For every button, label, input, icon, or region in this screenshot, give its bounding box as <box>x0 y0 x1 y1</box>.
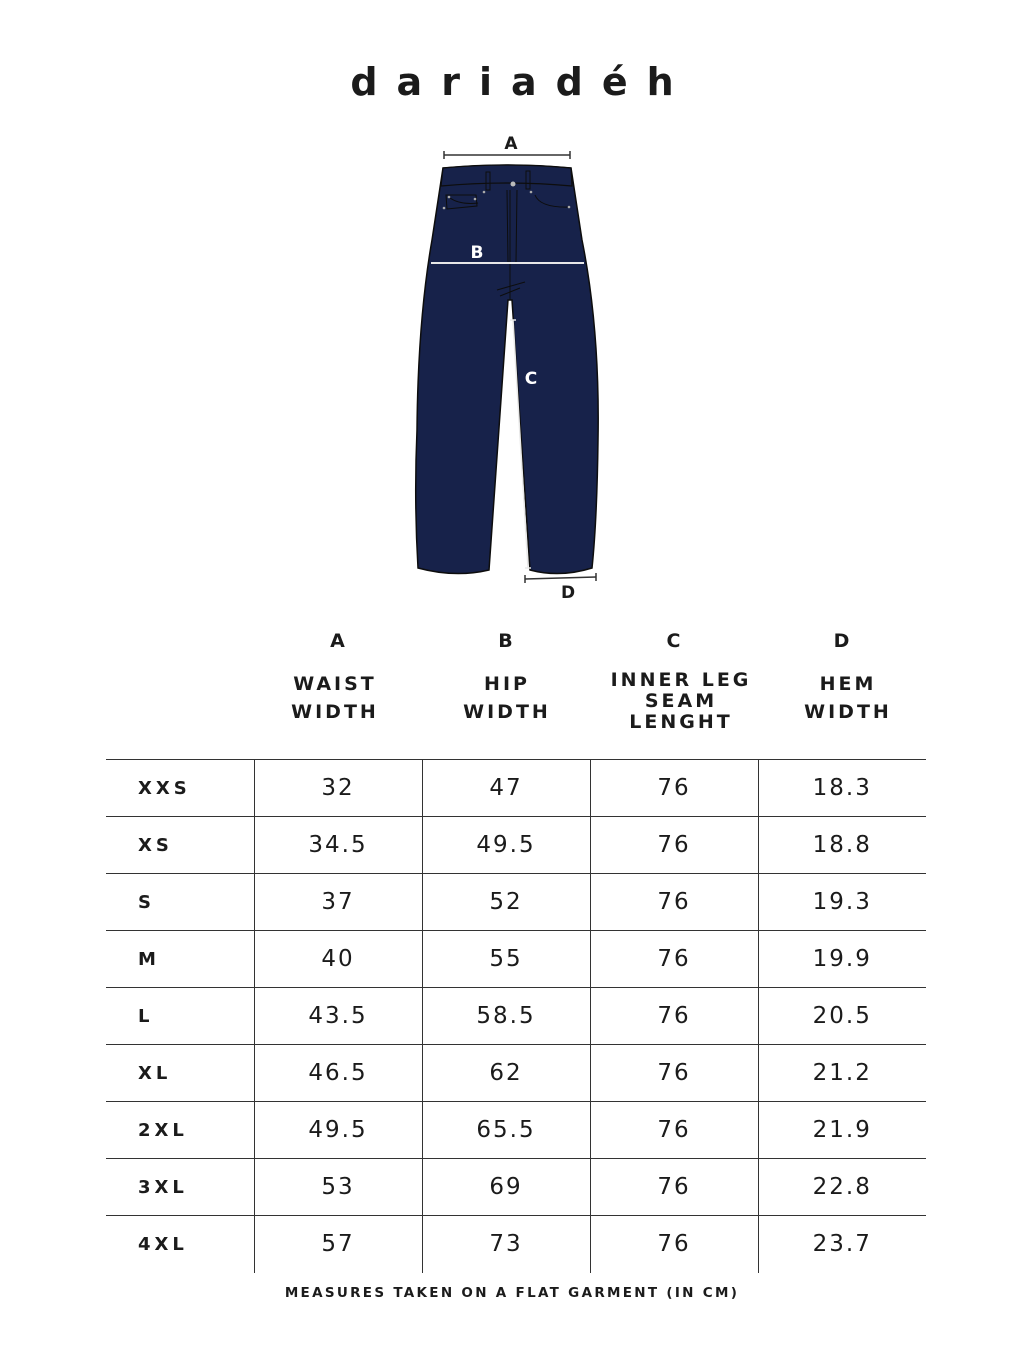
measurement-footnote: MEASURES TAKEN ON A FLAT GARMENT (IN CM) <box>284 1285 740 1301</box>
table-row <box>106 874 926 931</box>
size-label: 3XL <box>106 1159 254 1216</box>
inner-leg-value: 76 <box>590 1102 758 1159</box>
hem-value: 19.9 <box>758 931 926 988</box>
size-label: 4XL <box>138 1233 188 1255</box>
label-d: D <box>560 583 576 603</box>
inner-leg-value: 76 <box>590 760 758 817</box>
size-label: 2XL <box>106 1102 254 1159</box>
size-label: XL <box>106 1045 254 1102</box>
inner-leg-value: 76 <box>590 988 758 1045</box>
hip-value: 55 <box>422 931 590 988</box>
hip-value: 73 <box>422 1216 590 1273</box>
table-row <box>106 1159 926 1216</box>
hem-value: 21.9 <box>758 1102 926 1159</box>
waist-value: 53 <box>254 1159 422 1216</box>
column-header-hip-width: HIP WIDTH <box>463 673 551 723</box>
measure-d-line <box>525 573 596 583</box>
waist-value: 32 <box>254 760 422 817</box>
hip-value: 49.5 <box>422 817 590 874</box>
label-b: B <box>470 243 484 263</box>
hem-value: 23.7 <box>758 1216 926 1273</box>
column-header-waist-width: WAIST WIDTH <box>291 673 379 723</box>
waistband <box>441 165 572 186</box>
size-label: XXS <box>106 760 254 817</box>
size-label: XS <box>106 817 254 874</box>
column-header-inner-leg-seam-length: INNER LEG SEAM LENGHT <box>610 669 752 733</box>
column-letter-c: C <box>666 630 684 652</box>
waist-value: 34.5 <box>254 817 422 874</box>
inner-leg-value: 76 <box>590 1045 758 1102</box>
hem-value: 18.8 <box>758 817 926 874</box>
hip-value: 52 <box>422 874 590 931</box>
table-row <box>106 931 926 988</box>
size-chart-table <box>106 759 926 1273</box>
button-icon <box>511 182 516 187</box>
hem-value: 18.3 <box>758 760 926 817</box>
label-c: C <box>524 369 538 389</box>
waist-value: 37 <box>254 874 422 931</box>
table-row <box>106 1045 926 1102</box>
table-row <box>106 817 926 874</box>
hem-value: 19.3 <box>758 874 926 931</box>
column-header-hem-width: HEM WIDTH <box>804 673 892 723</box>
column-letter-b: B <box>498 630 516 652</box>
size-label: S <box>106 874 254 931</box>
table-row <box>106 760 926 817</box>
size-label: M <box>106 931 254 988</box>
waist-value: 57 <box>254 1216 422 1273</box>
inner-leg-value: 76 <box>590 1159 758 1216</box>
hem-value: 22.8 <box>758 1159 926 1216</box>
inner-leg-value: 76 <box>590 931 758 988</box>
table-row <box>106 988 926 1045</box>
hip-value: 62 <box>422 1045 590 1102</box>
pants-shape <box>416 165 598 574</box>
pants-diagram <box>400 125 620 615</box>
hip-value: 65.5 <box>422 1102 590 1159</box>
column-letter-a: A <box>330 630 348 652</box>
waist-value: 43.5 <box>254 988 422 1045</box>
inner-leg-value: 76 <box>590 817 758 874</box>
hip-value: 47 <box>422 760 590 817</box>
brand-logo: dariadéh <box>350 60 693 104</box>
hem-value: 21.2 <box>758 1045 926 1102</box>
waist-value: 40 <box>254 931 422 988</box>
hip-value: 58.5 <box>422 988 590 1045</box>
inner-leg-value: 76 <box>590 1216 758 1273</box>
size-label: L <box>106 988 254 1045</box>
waist-value: 46.5 <box>254 1045 422 1102</box>
column-letter-d: D <box>833 630 853 652</box>
table-row <box>106 1216 926 1273</box>
hem-value: 20.5 <box>758 988 926 1045</box>
waist-value: 49.5 <box>254 1102 422 1159</box>
table-row <box>106 1102 926 1159</box>
hip-value: 69 <box>422 1159 590 1216</box>
inner-leg-value: 76 <box>590 874 758 931</box>
label-a: A <box>504 134 518 154</box>
